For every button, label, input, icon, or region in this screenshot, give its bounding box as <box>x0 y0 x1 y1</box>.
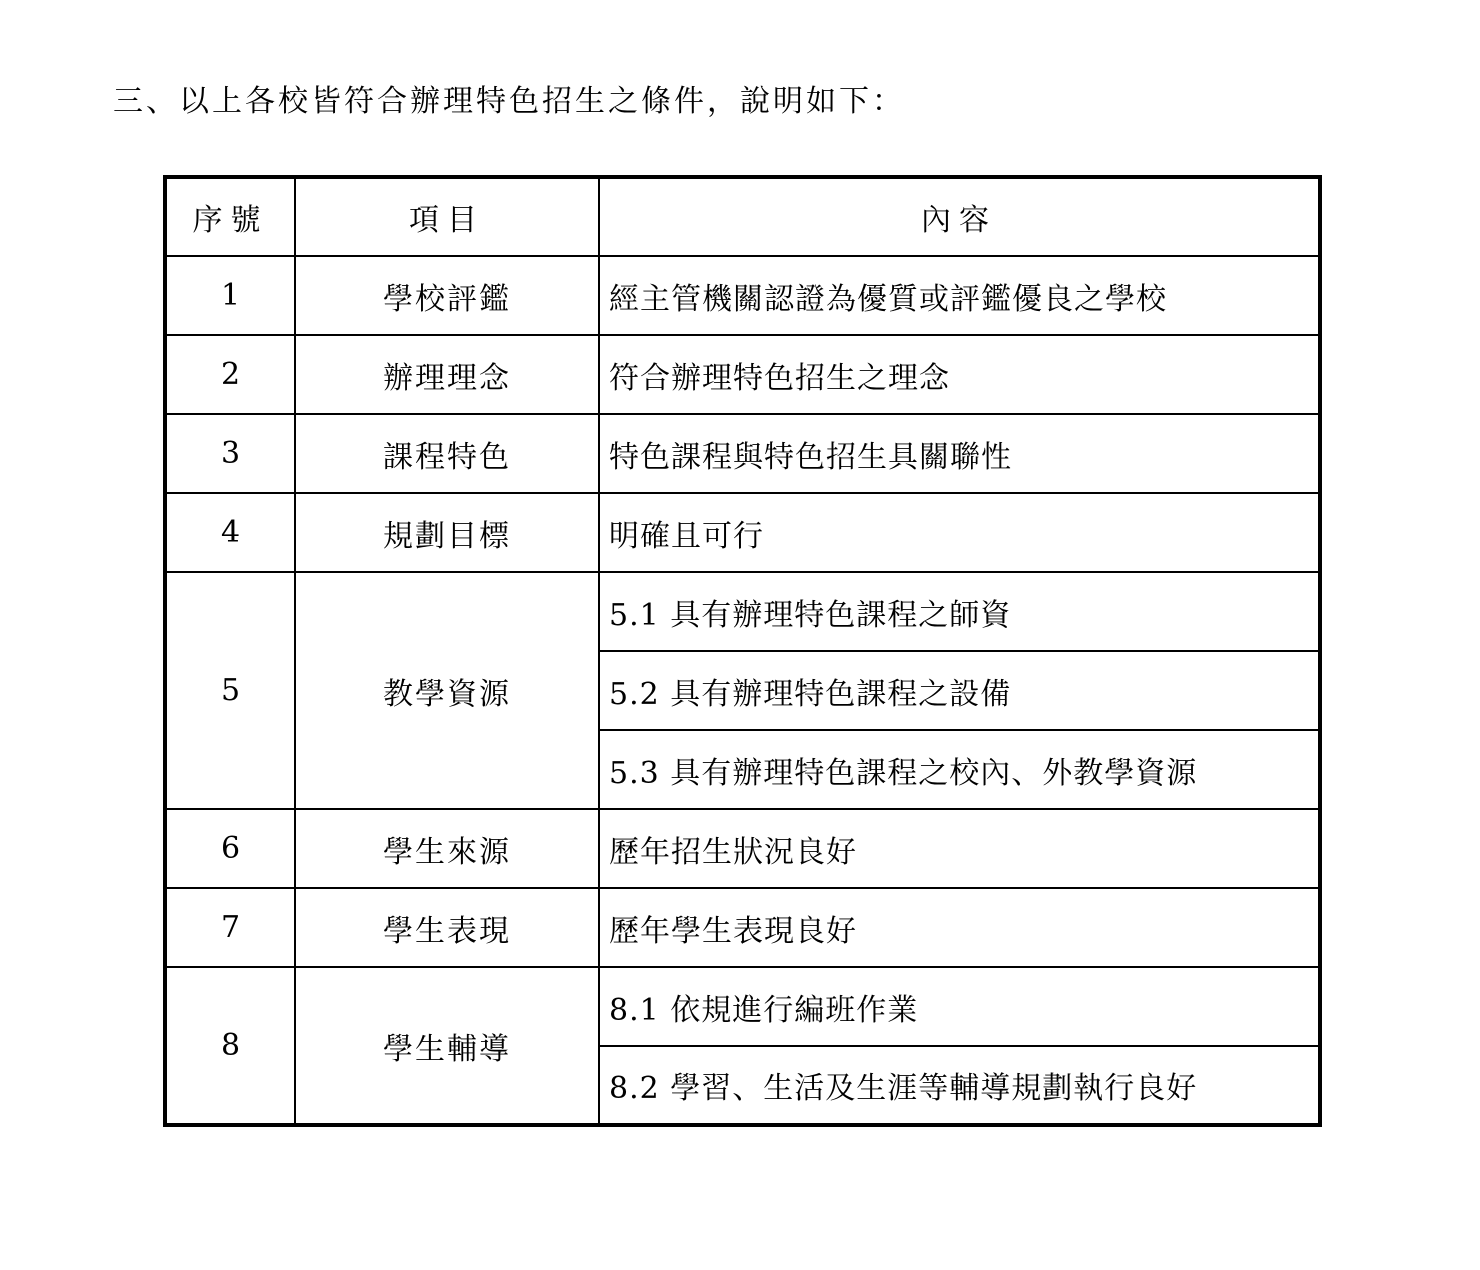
row-content: 8.1 依規進行編班作業 <box>599 967 1320 1046</box>
row-content: 歷年學生表現良好 <box>599 888 1320 967</box>
section-heading: 三、以上各校皆符合辦理特色招生之條件，說明如下： <box>113 84 905 119</box>
row-no: 3 <box>165 414 295 493</box>
row-content: 符合辦理特色招生之理念 <box>599 335 1320 414</box>
row-item: 教學資源 <box>295 572 599 809</box>
row-no: 4 <box>165 493 295 572</box>
table-row <box>165 335 1320 414</box>
row-no: 6 <box>165 809 295 888</box>
row-item: 規劃目標 <box>295 493 599 572</box>
table-row <box>165 414 1320 493</box>
table-row <box>165 888 1320 967</box>
row-content: 5.2 具有辦理特色課程之設備 <box>599 651 1320 730</box>
row-item: 學校評鑑 <box>295 256 599 335</box>
table-row <box>165 572 1320 651</box>
row-item: 學生輔導 <box>295 967 599 1125</box>
row-item: 學生表現 <box>295 888 599 967</box>
header-cell-no: 序號 <box>165 177 295 256</box>
row-item: 辦理理念 <box>295 335 599 414</box>
criteria-table <box>163 175 1322 1127</box>
row-content: 8.2 學習、生活及生涯等輔導規劃執行良好 <box>599 1046 1320 1125</box>
table-row <box>165 809 1320 888</box>
row-content: 明確且可行 <box>599 493 1320 572</box>
table-row <box>165 256 1320 335</box>
header-cell-content: 內容 <box>599 177 1320 256</box>
row-content: 經主管機關認證為優質或評鑑優良之學校 <box>599 256 1320 335</box>
row-content: 5.1 具有辦理特色課程之師資 <box>599 572 1320 651</box>
row-no: 7 <box>165 888 295 967</box>
row-content: 歷年招生狀況良好 <box>599 809 1320 888</box>
row-no: 2 <box>165 335 295 414</box>
row-no: 5 <box>165 572 295 809</box>
row-content: 5.3 具有辦理特色課程之校內、外教學資源 <box>599 730 1320 809</box>
table-row <box>165 493 1320 572</box>
row-no: 8 <box>165 967 295 1125</box>
row-no: 1 <box>165 256 295 335</box>
row-content: 特色課程與特色招生具關聯性 <box>599 414 1320 493</box>
row-item: 課程特色 <box>295 414 599 493</box>
row-item: 學生來源 <box>295 809 599 888</box>
header-cell-item: 項目 <box>295 177 599 256</box>
table-row <box>165 967 1320 1046</box>
table-header-row <box>165 177 1320 256</box>
